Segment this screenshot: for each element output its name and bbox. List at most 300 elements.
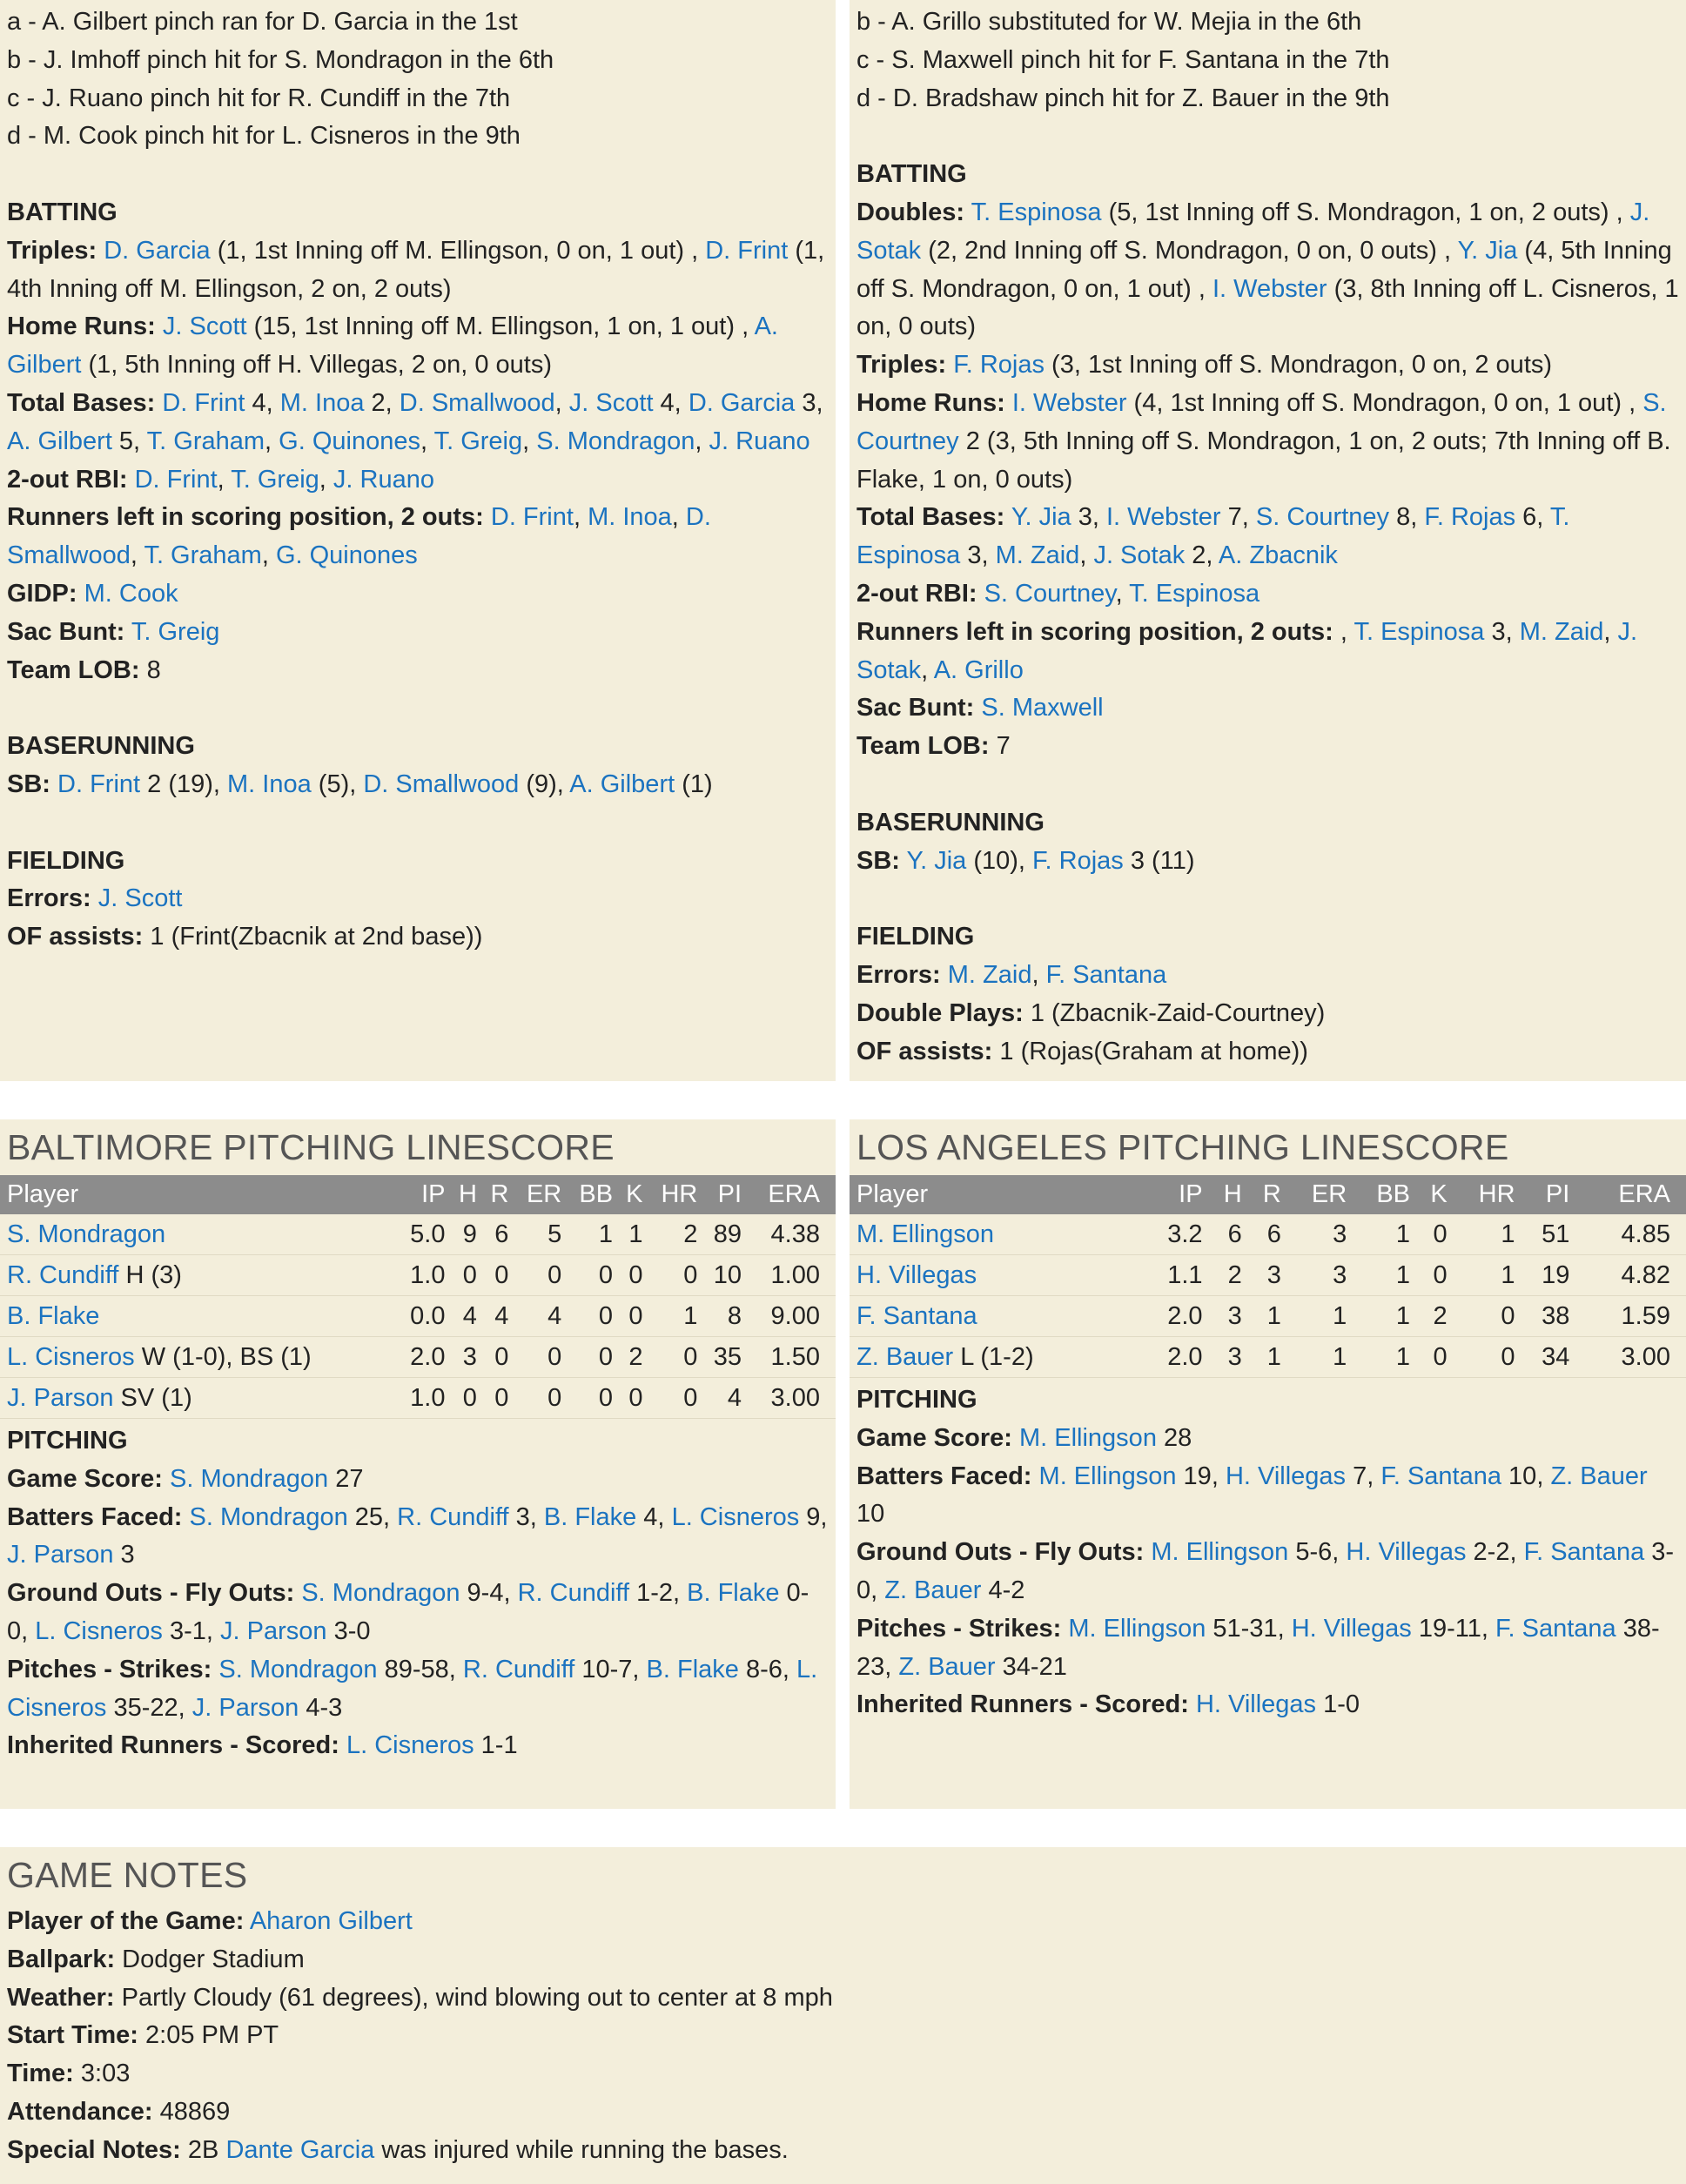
player-link[interactable]: A. Gilbert	[7, 312, 778, 380]
substitution-note: a - A. Gilbert pinch ran for D. Garcia in the 1st	[7, 8, 518, 36]
player-link[interactable]: J. Scott	[162, 312, 247, 341]
stat-cell: 3	[1203, 1296, 1242, 1337]
stat-cell: 51	[1515, 1214, 1570, 1255]
player-link[interactable]: M. Ellingson	[1018, 1423, 1157, 1452]
column-header: IP	[393, 1175, 446, 1214]
player-link[interactable]: M. Ellingson	[1151, 1538, 1289, 1567]
los-angeles-batting-notes	[850, 3, 1686, 1071]
stat-cell: 2	[1203, 1255, 1242, 1296]
player-link[interactable]: D. Smallwood	[363, 769, 520, 798]
column-header: HR	[642, 1175, 697, 1214]
stat-text: (1, 4th Inning off M. Ellingson, 2 on, 2 outs)	[7, 236, 825, 303]
player-link[interactable]: T. Graham	[144, 541, 262, 570]
player-link[interactable]: I. Webster	[1011, 388, 1127, 417]
stat-cell: 3.00	[1569, 1337, 1686, 1378]
stat-label: Home Runs:	[7, 312, 156, 341]
player-link[interactable]: Dante Garcia	[225, 2135, 375, 2164]
substitution-note: c - S. Maxwell pinch hit for F. Santana in the 7th	[856, 45, 1390, 74]
stat-label: Triples:	[856, 351, 947, 380]
stat-cell: 0	[613, 1378, 642, 1419]
player-link[interactable]: Z. Bauer	[898, 1652, 996, 1681]
table-row	[850, 1337, 1686, 1378]
stat-text: 8,	[1389, 503, 1425, 532]
stat-cell: 4.82	[1569, 1255, 1686, 1296]
stat-line	[7, 308, 829, 385]
stat-line	[856, 575, 1679, 614]
player-link[interactable]: D. Smallwood	[7, 503, 711, 570]
stat-text: 4-2	[981, 1576, 1025, 1604]
stat-text: 89-58,	[377, 1655, 463, 1683]
player-link[interactable]: I. Webster	[1212, 274, 1327, 303]
stat-text: 1 (Zbacnik-Zaid-Courtney)	[1023, 998, 1326, 1027]
stat-cell: 1.1	[1137, 1255, 1202, 1296]
stat-cell: 1	[1347, 1255, 1410, 1296]
stat-label: Team LOB:	[7, 655, 140, 684]
stat-cell: 34	[1515, 1337, 1570, 1378]
stat-text: 3,	[960, 541, 996, 570]
stat-label: Total Bases:	[856, 503, 1005, 532]
stat-cell: 0	[508, 1378, 561, 1419]
player-link[interactable]: M. Ellingson	[1038, 1462, 1177, 1490]
column-header: PI	[697, 1175, 742, 1214]
stat-cell: 0	[1448, 1337, 1515, 1378]
stat-line	[7, 1727, 829, 1765]
stat-text: ,	[671, 503, 686, 532]
player-link[interactable]: R. Cundiff	[7, 1260, 119, 1289]
player-link[interactable]: R. Cundiff	[397, 1502, 509, 1531]
stat-cell: 1.59	[1569, 1296, 1686, 1337]
stat-label: Special Notes:	[7, 2135, 181, 2164]
player-link[interactable]: B. Flake	[543, 1502, 637, 1531]
stat-text: 8-6,	[738, 1655, 797, 1683]
stat-text: was injured while running the bases.	[374, 2135, 789, 2164]
player-link[interactable]: F. Santana	[1045, 960, 1167, 989]
player-link[interactable]: J. Sotak	[856, 617, 1638, 684]
stat-label: Sac Bunt:	[856, 694, 975, 722]
player-link[interactable]: H. Villegas	[1195, 1690, 1317, 1719]
table-row	[850, 1296, 1686, 1337]
stat-text: 1-1	[474, 1731, 518, 1760]
player-link[interactable]: M. Zaid	[947, 960, 1032, 989]
stat-text: (2, 2nd Inning off S. Mondragon, 0 on, 0 outs) ,	[921, 236, 1458, 265]
stat-label: Sac Bunt:	[7, 617, 125, 646]
player-link[interactable]: Aharon Gilbert	[249, 1907, 413, 1935]
player-link[interactable]: D. Frint	[134, 465, 218, 494]
player-link[interactable]: H. Villegas	[856, 1260, 977, 1289]
stat-text: (5),	[311, 769, 364, 798]
player-link[interactable]: R. Cundiff	[462, 1655, 575, 1683]
stat-cell: 5	[508, 1214, 561, 1255]
stat-line	[7, 1499, 829, 1576]
table-header-row	[0, 1175, 836, 1214]
player-link[interactable]: B. Flake	[687, 1579, 780, 1608]
player-link[interactable]: F. Santana	[1380, 1462, 1501, 1490]
column-header: H	[445, 1175, 476, 1214]
los-angeles-batting-panel	[850, 0, 1686, 1081]
los-angeles-pitching-notes	[850, 1378, 1686, 1724]
player-link[interactable]: J. Parson	[191, 1693, 299, 1722]
stat-cell: 3	[1281, 1214, 1347, 1255]
section-heading: BASERUNNING	[7, 732, 195, 761]
stat-text: ,	[522, 427, 537, 455]
player-link[interactable]: R. Cundiff	[517, 1579, 630, 1608]
player-link[interactable]: T. Greig	[433, 427, 523, 455]
player-link[interactable]: B. Flake	[646, 1655, 739, 1683]
player-link[interactable]: S. Maxwell	[981, 694, 1104, 722]
stat-label: Runners left in scoring position, 2 outs:	[7, 503, 484, 532]
table-row	[0, 1296, 836, 1337]
baltimore-pitching-panel	[0, 1119, 836, 1809]
stat-label: Errors:	[856, 960, 941, 989]
game-notes-panel	[0, 1847, 1686, 2184]
stat-cell: 1	[1347, 1296, 1410, 1337]
player-link[interactable]: Z. Bauer	[884, 1576, 982, 1604]
column-header: Player	[850, 1175, 1137, 1214]
player-link[interactable]: Z. Bauer	[1550, 1462, 1648, 1490]
stat-text: 3,	[1071, 503, 1106, 532]
decision-note: SV (1)	[113, 1383, 192, 1412]
stat-cell: 1	[642, 1296, 697, 1337]
stat-text: 7	[989, 732, 1011, 761]
panel-title: GAME NOTES	[7, 1855, 248, 1895]
stat-text: ,	[921, 655, 934, 684]
player-link[interactable]: T. Greig	[231, 465, 319, 494]
player-link[interactable]: J. Parson	[7, 1383, 114, 1412]
stat-label: Batters Faced:	[7, 1502, 183, 1531]
stat-text: 19,	[1176, 1462, 1226, 1490]
player-link[interactable]: A. Grillo	[933, 655, 1024, 684]
column-header: R	[1242, 1175, 1281, 1214]
player-link[interactable]: I. Webster	[1105, 503, 1221, 532]
player-link[interactable]: F. Rojas	[1424, 503, 1516, 532]
player-link[interactable]: A. Zbacnik	[1218, 541, 1338, 570]
panel-title: BALTIMORE PITCHING LINESCORE	[7, 1127, 615, 1167]
player-link[interactable]: J. Ruano	[709, 427, 810, 455]
stat-cell: 35	[697, 1337, 742, 1378]
stat-cell: 3	[1242, 1255, 1281, 1296]
spacer	[7, 689, 829, 728]
player-link[interactable]: J. Ruano	[332, 465, 434, 494]
stat-line	[856, 843, 1679, 881]
stat-cell: 9	[445, 1214, 476, 1255]
player-link[interactable]: L. Cisneros	[35, 1616, 163, 1645]
player-link[interactable]: T. Espinosa	[856, 503, 1570, 570]
player-link[interactable]: M. Cook	[84, 579, 178, 608]
stat-line	[7, 918, 829, 957]
stat-cell: 9.00	[742, 1296, 836, 1337]
los-angeles-pitching-panel	[850, 1119, 1686, 1809]
column-header: H	[1203, 1175, 1242, 1214]
stat-text: 7,	[1346, 1462, 1381, 1490]
stat-label: Runners left in scoring position, 2 outs:	[856, 617, 1333, 646]
column-header: ERA	[1569, 1175, 1686, 1214]
stat-cell: 1	[1281, 1337, 1347, 1378]
table-row	[0, 1378, 836, 1419]
stat-text: 34-21	[995, 1652, 1067, 1681]
player-link[interactable]: M. Inoa	[279, 388, 365, 417]
stat-text: ,	[1333, 617, 1354, 646]
column-header: HR	[1448, 1175, 1515, 1214]
stat-text: 10-7,	[574, 1655, 647, 1683]
player-link[interactable]: L. Cisneros	[346, 1731, 474, 1760]
player-cell	[850, 1296, 1137, 1337]
player-link[interactable]: S. Mondragon	[536, 427, 695, 455]
stat-text: (3, 8th Inning off L. Cisneros, 1 on, 0 outs)	[856, 274, 1679, 341]
stat-text: 38-23,	[856, 1614, 1660, 1681]
player-link[interactable]: M. Inoa	[227, 769, 312, 798]
stat-text: 4,	[245, 388, 280, 417]
player-link[interactable]: J. Scott	[568, 388, 654, 417]
player-link[interactable]: A. Gilbert	[569, 769, 675, 798]
stat-cell: 0	[561, 1296, 613, 1337]
stat-line	[856, 614, 1679, 690]
stat-cell: 4	[445, 1296, 476, 1337]
stat-cell: 1.0	[393, 1378, 446, 1419]
stat-cell: 0	[508, 1255, 561, 1296]
player-link[interactable]: D. Smallwood	[399, 388, 555, 417]
stat-text: 2,	[1185, 541, 1219, 570]
stat-text: 3,	[1484, 617, 1520, 646]
player-link[interactable]: S. Mondragon	[301, 1579, 460, 1608]
stat-text: 2-2,	[1466, 1538, 1524, 1567]
stat-text: ,	[1115, 579, 1130, 608]
stat-text: Partly Cloudy (61 degrees), wind blowing out to center at 8 mph	[114, 1983, 833, 2012]
player-link[interactable]: M. Zaid	[995, 541, 1080, 570]
stat-text: ,	[319, 465, 333, 494]
stat-cell: 2.0	[1137, 1337, 1202, 1378]
table-header-row	[850, 1175, 1686, 1214]
player-link[interactable]: S. Mondragon	[7, 1220, 166, 1248]
stat-line	[7, 1575, 829, 1651]
stat-line	[856, 995, 1679, 1033]
section-heading: BATTING	[7, 198, 118, 226]
stat-text: (15, 1st Inning off M. Ellingson, 1 on, 1 out) ,	[246, 312, 755, 341]
stat-line	[7, 2093, 1679, 2132]
player-link[interactable]: D. Garcia	[688, 388, 796, 417]
stat-cell: 2	[642, 1214, 697, 1255]
player-link[interactable]: L. Cisneros	[7, 1655, 818, 1722]
player-cell	[850, 1255, 1137, 1296]
stat-line	[7, 575, 829, 614]
player-link[interactable]: F. Santana	[1495, 1614, 1616, 1643]
stat-line	[7, 232, 829, 309]
stat-text: 35-22,	[106, 1693, 192, 1722]
stat-text: 0-0,	[7, 1579, 809, 1645]
stat-line	[7, 1979, 1679, 2018]
stat-cell: 6	[1203, 1214, 1242, 1255]
stat-text: 3	[113, 1541, 135, 1569]
player-link[interactable]: H. Villegas	[1225, 1462, 1347, 1490]
player-link[interactable]: M. Ellingson	[1068, 1614, 1206, 1643]
stat-text: 3 (11)	[1123, 846, 1195, 875]
stat-cell: 0	[477, 1337, 508, 1378]
player-link[interactable]: J. Scott	[97, 884, 183, 913]
stat-label: Attendance:	[7, 2097, 153, 2126]
player-link[interactable]: Y. Jia	[906, 846, 967, 875]
spacer	[7, 156, 829, 194]
stat-text: (4, 1st Inning off S. Mondragon, 0 on, 1 out) ,	[1126, 388, 1643, 417]
stat-label: Player of the Game:	[7, 1907, 245, 1935]
player-link[interactable]: M. Inoa	[588, 503, 672, 532]
player-link[interactable]: Y. Jia	[1011, 503, 1071, 532]
player-link[interactable]: D. Frint	[162, 388, 245, 417]
spacer	[856, 118, 1679, 156]
stat-cell: 3	[445, 1337, 476, 1378]
player-link[interactable]: J. Sotak	[1093, 541, 1186, 570]
stat-line	[7, 461, 829, 500]
stat-cell: 4.38	[742, 1214, 836, 1255]
player-link[interactable]: S. Mondragon	[189, 1502, 348, 1531]
stat-cell: 5.0	[393, 1214, 446, 1255]
player-link[interactable]: D. Frint	[705, 236, 789, 265]
stat-cell: 6	[477, 1214, 508, 1255]
baltimore-batting-panel	[0, 0, 836, 1081]
player-link[interactable]: J. Parson	[220, 1616, 327, 1645]
stat-text: 1-2,	[629, 1579, 688, 1608]
stat-text: (1, 5th Inning off H. Villegas, 2 on, 0 outs)	[81, 351, 553, 380]
panel-title: LOS ANGELES PITCHING LINESCORE	[856, 1127, 1509, 1167]
stat-text: ,	[130, 541, 144, 570]
stat-label: Team LOB:	[856, 732, 990, 761]
player-link[interactable]: S. Mondragon	[169, 1464, 329, 1493]
player-link[interactable]: S. Courtney	[984, 579, 1116, 608]
player-link[interactable]: F. Rojas	[1032, 846, 1124, 875]
stat-text: (4, 5th Inning off S. Mondragon, 0 on, 1 out) ,	[856, 236, 1672, 303]
player-cell	[0, 1296, 393, 1337]
player-link[interactable]: A. Gilbert	[7, 427, 112, 455]
player-link[interactable]: T. Espinosa	[971, 198, 1102, 226]
player-cell	[0, 1255, 393, 1296]
section-heading: FIELDING	[856, 923, 975, 951]
stat-cell: 2.0	[1137, 1296, 1202, 1337]
stat-label: Game Score:	[856, 1423, 1012, 1452]
player-link[interactable]: D. Garcia	[104, 236, 211, 265]
player-link[interactable]: L. Cisneros	[7, 1342, 135, 1371]
stat-text: ,	[420, 427, 434, 455]
stat-line	[7, 1461, 829, 1499]
player-link[interactable]: T. Espinosa	[1129, 579, 1260, 608]
column-header: ER	[508, 1175, 561, 1214]
stat-cell: 4	[508, 1296, 561, 1337]
player-link[interactable]: L. Cisneros	[671, 1502, 800, 1531]
player-link[interactable]: G. Quinones	[279, 427, 420, 455]
stat-line	[7, 1941, 1679, 1979]
section-heading: PITCHING	[856, 1386, 977, 1414]
stat-label: Errors:	[7, 884, 91, 913]
stat-cell: 0	[561, 1255, 613, 1296]
stat-label: GIDP:	[7, 579, 77, 608]
stat-text: 10	[856, 1500, 885, 1529]
stat-text: 25,	[347, 1502, 398, 1531]
player-link[interactable]: H. Villegas	[1346, 1538, 1467, 1567]
player-link[interactable]: F. Rojas	[953, 351, 1045, 380]
baltimore-pitching-table	[0, 1175, 836, 1419]
stat-cell: 1.0	[393, 1255, 446, 1296]
stat-cell: 0	[477, 1378, 508, 1419]
spacer	[856, 766, 1679, 804]
stat-text: 19-11,	[1411, 1614, 1495, 1643]
player-link[interactable]: S. Courtney	[1255, 503, 1390, 532]
stat-cell: 1	[613, 1214, 642, 1255]
player-link[interactable]: M. Zaid	[1519, 617, 1604, 646]
player-link[interactable]: T. Graham	[146, 427, 265, 455]
player-link[interactable]: Z. Bauer	[856, 1342, 954, 1371]
stat-cell: 0.0	[393, 1296, 446, 1337]
column-header: IP	[1137, 1175, 1202, 1214]
player-link[interactable]: D. Frint	[57, 769, 141, 798]
stat-label: Total Bases:	[7, 388, 156, 417]
stat-cell: 0	[1410, 1214, 1448, 1255]
column-header: R	[477, 1175, 508, 1214]
stat-line	[856, 728, 1679, 766]
stat-text: ,	[265, 427, 279, 455]
stat-cell: 1	[1347, 1337, 1410, 1378]
stat-text: (9),	[519, 769, 570, 798]
stat-cell: 2	[613, 1337, 642, 1378]
stat-line	[856, 1610, 1679, 1687]
stat-cell: 0	[613, 1255, 642, 1296]
player-link[interactable]: Y. Jia	[1457, 236, 1518, 265]
stat-text: ,	[217, 465, 232, 494]
stat-cell: 0	[613, 1296, 642, 1337]
stat-cell: 1	[561, 1214, 613, 1255]
substitution-note: d - M. Cook pinch hit for L. Cisneros in the 9th	[7, 122, 521, 151]
player-link[interactable]: T. Espinosa	[1354, 617, 1485, 646]
stat-cell: 6	[1242, 1214, 1281, 1255]
stat-line	[7, 385, 829, 461]
player-link[interactable]: G. Quinones	[275, 541, 418, 570]
stat-line	[7, 2017, 1679, 2055]
baltimore-pitching-notes	[0, 1419, 836, 1765]
stat-text: 48869	[152, 2097, 231, 2126]
player-link[interactable]: J. Parson	[7, 1541, 114, 1569]
stat-label: Triples:	[7, 236, 97, 265]
column-header: ER	[1281, 1175, 1347, 1214]
player-link[interactable]: D. Frint	[490, 503, 574, 532]
player-cell	[0, 1378, 393, 1419]
stat-label: Ground Outs - Fly Outs:	[7, 1579, 295, 1608]
stat-label: SB:	[856, 846, 900, 875]
stat-cell: 4.85	[1569, 1214, 1686, 1255]
table-row	[0, 1337, 836, 1378]
player-link[interactable]: S. Mondragon	[218, 1655, 378, 1683]
player-link[interactable]: M. Ellingson	[856, 1220, 994, 1248]
stat-line	[856, 1458, 1679, 1535]
stat-label: Doubles:	[856, 198, 965, 226]
player-link[interactable]: F. Santana	[856, 1301, 977, 1330]
stat-label: Time:	[7, 2060, 74, 2088]
player-link[interactable]: F. Santana	[1523, 1538, 1645, 1567]
player-link[interactable]: H. Villegas	[1291, 1614, 1412, 1643]
player-link[interactable]: T. Greig	[131, 617, 220, 646]
stat-line	[856, 385, 1679, 499]
player-cell	[850, 1337, 1137, 1378]
stat-text: 3-0,	[856, 1538, 1675, 1604]
stat-text: 4,	[653, 388, 689, 417]
stat-line	[7, 2132, 1679, 2170]
stat-cell: 0	[561, 1378, 613, 1419]
baltimore-batting-notes	[0, 3, 836, 957]
player-link[interactable]: S. Courtney	[856, 388, 1667, 455]
player-link[interactable]: B. Flake	[7, 1301, 100, 1330]
player-link[interactable]: J. Sotak	[856, 198, 1650, 265]
decision-note: W (1-0), BS (1)	[134, 1342, 312, 1371]
stat-label: Inherited Runners - Scored:	[7, 1731, 339, 1760]
stat-cell: 3	[1203, 1337, 1242, 1378]
stat-text: 1 (Rojas(Graham at home))	[992, 1037, 1308, 1065]
stat-label: Pitches - Strikes:	[856, 1614, 1062, 1643]
stat-text: 28	[1156, 1423, 1192, 1452]
